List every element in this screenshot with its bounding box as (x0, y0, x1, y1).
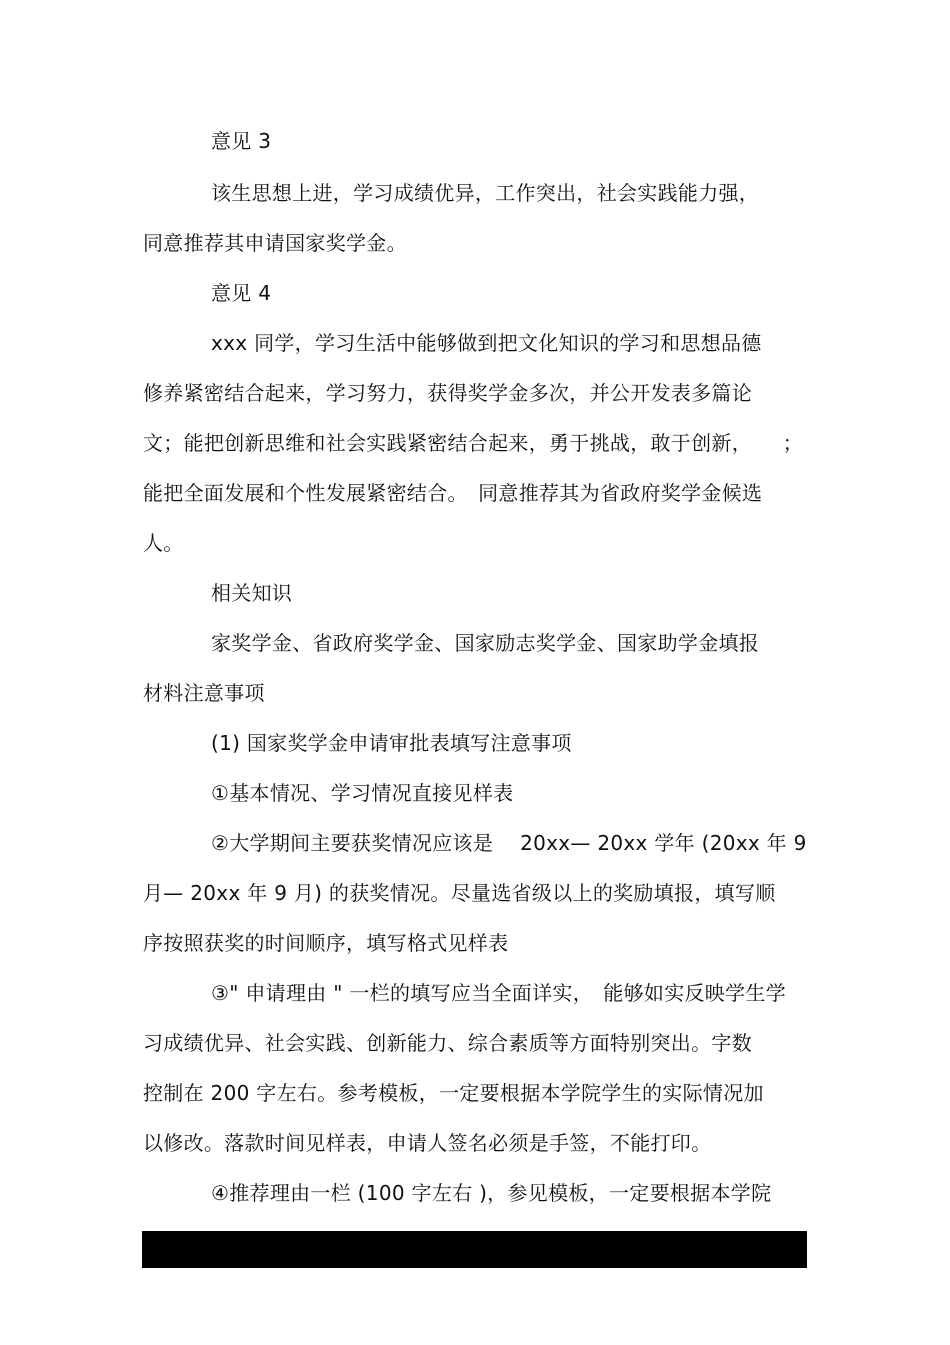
paragraph-line: 人。 (143, 531, 184, 555)
list-item: ④推荐理由一栏 (100 字左右 )，参见模板，一定要根据本学院 (211, 1181, 772, 1205)
list-item: ②大学期间主要获奖情况应该是 20xx— 20xx 学年 (20xx 年 9 (211, 831, 807, 855)
paragraph-line: xxx 同学，学习生活中能够做到把文化知识的学习和思想品德 (211, 331, 762, 355)
paragraph-line: 该生思想上进，学习成绩优异，工作突出，社会实践能力强， (211, 181, 760, 205)
opinion-4-heading: 意见 4 (211, 281, 272, 305)
paragraph-line: 能把全面发展和个性发展紧密结合。 同意推荐其为省政府奖学金候选 (143, 481, 763, 505)
paragraph-line: 序按照获奖的时间顺序，填写格式见样表 (143, 931, 509, 955)
paragraph-line: 同意推荐其申请国家奖学金。 (143, 231, 407, 255)
paragraph-line: 月— 20xx 年 9 月) 的获奖情况。尽量选省级以上的奖励填报，填写顺 (143, 881, 776, 905)
subsection-heading: (1) 国家奖学金申请审批表填写注意事项 (211, 731, 572, 755)
paragraph-line: 修养紧密结合起来，学习努力，获得奖学金多次，并公开发表多篇论 (143, 381, 752, 405)
paragraph-line: 文；能把创新思维和社会实践紧密结合起来，勇于挑战，敢于创新， ； (143, 431, 803, 455)
paragraph-line: 材料注意事项 (143, 681, 265, 705)
paragraph-line: 家奖学金、省政府奖学金、国家励志奖学金、国家助学金填报 (211, 631, 760, 655)
opinion-3-heading: 意见 3 (211, 129, 272, 153)
list-item: ③" 申请理由 " 一栏的填写应当全面详实， 能够如实反映学生学 (211, 981, 786, 1005)
paragraph-line: 以修改。落款时间见样表，申请人签名必须是手签，不能打印。 (143, 1131, 712, 1155)
section-heading: 相关知识 (211, 581, 293, 605)
list-item: ①基本情况、学习情况直接见样表 (211, 781, 514, 805)
footer-bar (142, 1231, 807, 1268)
paragraph-line: 控制在 200 字左右。参考模板，一定要根据本学院学生的实际情况加 (143, 1081, 764, 1105)
paragraph-line: 习成绩优异、社会实践、创新能力、综合素质等方面特别突出。字数 (143, 1031, 752, 1055)
